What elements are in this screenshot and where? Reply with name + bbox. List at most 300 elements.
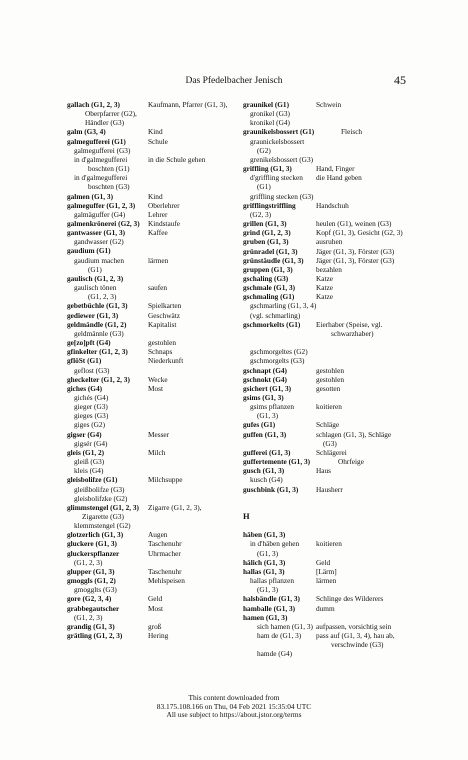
glossary-entry [67, 256, 237, 265]
entry-meaning: Lehrer [148, 209, 168, 219]
entry-meaning: koitieren [316, 539, 342, 549]
glossary-entry [243, 274, 413, 283]
entry-term: (vgl. schmarling) [250, 310, 301, 320]
glossary-entry [67, 329, 237, 338]
entry-meaning: Handschuh [316, 200, 349, 210]
glossary-entry [67, 137, 237, 146]
entry-term: guffen (G1, 3) [243, 429, 287, 439]
entry-meaning: bezahlen [316, 264, 342, 274]
entry-term: gschmale (G1, 3) [243, 283, 296, 293]
glossary-entry [67, 219, 237, 228]
section-letter: H [243, 510, 250, 521]
glossary-entry [243, 182, 413, 191]
entry-meaning: Katze [316, 292, 334, 302]
entry-meaning: Most [148, 383, 164, 393]
glossary-entry [243, 173, 413, 182]
glossary-entry [243, 613, 413, 622]
entry-term: sich hamen (G1, 3) [257, 621, 313, 631]
entry-meaning: (G3) [323, 438, 337, 448]
entry-term: gschmaling (G1) [243, 292, 295, 302]
entry-meaning: Most [148, 603, 164, 613]
entry-meaning: Kindstaufe [148, 219, 181, 228]
glossary-entry [243, 604, 413, 613]
entry-term: gheckelter (G1, 2, 3) [67, 374, 130, 384]
entry-term: grillen (G1, 3) [243, 219, 287, 229]
entry-meaning: die Hand geben [316, 173, 362, 183]
entry-term: ge[zo]pft (G4) [67, 338, 111, 348]
entry-meaning: Uhrmacher [148, 548, 181, 558]
entry-term: (G1, 2, 3) [74, 612, 103, 622]
entry-term: (G1) [88, 264, 102, 274]
entry-term: galm (G3, 4) [67, 127, 106, 137]
entry-meaning: Schule [148, 136, 168, 146]
glossary-entry [243, 420, 413, 429]
entry-term: gleißbolifze (G3) [74, 484, 125, 494]
glossary-entry [67, 494, 237, 503]
glossary-entry [243, 576, 413, 585]
glossary-entry [67, 521, 237, 530]
entry-meaning: Taschenuhr [148, 539, 182, 549]
glossary-entry [243, 539, 413, 548]
glossary-entry [67, 118, 237, 127]
glossary-entry [67, 347, 237, 356]
glossary-entry [67, 530, 237, 539]
glossary-entry [67, 338, 237, 347]
glossary-entry [243, 100, 413, 109]
glossary-entry [243, 219, 413, 228]
glossary-entry [243, 320, 413, 329]
glossary-entry [243, 457, 413, 466]
entry-term: gaudium (G1) [67, 246, 111, 256]
glossary-entry [243, 292, 413, 301]
entry-term: gichés (G4) [74, 392, 109, 402]
glossary-entry [67, 475, 237, 484]
entry-meaning: Oberpfarrer (G2), [85, 109, 137, 119]
glossary-entry [67, 127, 237, 136]
page-header-title: Das Pfedelbacher Jenisch [185, 76, 283, 86]
entry-term: gsichert (G1, 3) [243, 383, 292, 393]
entry-meaning: [Lärm] [316, 566, 337, 576]
entry-meaning: gestohlen [316, 374, 344, 384]
glossary-entry [243, 549, 413, 558]
entry-term: grabbegautscher [67, 603, 120, 613]
entry-term: grind (G1, 2, 3) [243, 228, 291, 238]
entry-term: gleisbolifze (G1) [67, 475, 118, 485]
glossary-entry [243, 265, 413, 274]
entry-term: gaudium machen [74, 255, 125, 265]
glossary-entry [67, 466, 237, 475]
glossary-entry [243, 146, 413, 155]
entry-term: gantwasser (G1, 3) [67, 228, 126, 238]
entry-term: galmenkrönerei (G2, 3) [67, 219, 140, 228]
glossary-entry [243, 530, 413, 539]
entry-term: hamen (G1, 3) [243, 612, 288, 622]
glossary-entry [243, 439, 413, 448]
entry-meaning: Kaffee [148, 228, 168, 238]
glossary-entry [67, 485, 237, 494]
glossary-entry [67, 594, 237, 603]
entry-term: gufes (G1) [243, 420, 276, 430]
footer-line-3[interactable]: All use subject to https://about.jstor.org/terms [166, 710, 302, 720]
entry-term: glotzerlich (G1, 3) [67, 530, 124, 540]
entry-term: ham de (G1, 3) [257, 630, 302, 640]
glossary-entry [67, 585, 237, 594]
glossary-entry [243, 393, 413, 402]
entry-meaning: Oberlehrer [148, 200, 180, 210]
entry-term: gleiß (G3) [74, 457, 105, 467]
entry-term: gluckerspflanzer [67, 548, 120, 558]
glossary-entry [243, 247, 413, 256]
entry-term: gschmorgeltes (G2) [250, 347, 308, 357]
entry-term: griffling (G1, 3) [243, 164, 292, 174]
glossary-entry [67, 558, 237, 567]
entry-meaning: Kind [148, 191, 163, 201]
glossary-entry [243, 256, 413, 265]
entry-meaning: aufpassen, vorsichtig sein [316, 621, 392, 631]
entry-term: graunikelsbossert (G1) [243, 127, 315, 137]
entry-term: kronikel (G4) [250, 118, 290, 128]
entry-meaning: Jäger (G1, 3), Förster (G3) [316, 255, 395, 265]
glossary-entry [243, 366, 413, 375]
entry-meaning: Schlinge des Wilderers [316, 594, 384, 604]
glossary-entry [243, 237, 413, 246]
entry-meaning: Schnaps [148, 347, 173, 357]
entry-meaning: gesotten [316, 383, 341, 393]
glossary-entry [67, 109, 237, 118]
entry-term: gsims (G1, 3) [243, 392, 284, 402]
entry-meaning: Kopf (G1, 3), Gesicht (G2, 3) [316, 228, 403, 238]
entry-term: gigsér (G4) [74, 438, 108, 448]
section-heading [243, 512, 413, 521]
entry-meaning: Schlägerei [316, 447, 347, 457]
entry-meaning: Jäger (G1, 3), Förster (G3) [316, 246, 395, 256]
entry-meaning: Kind [148, 127, 163, 137]
entry-meaning: Fleisch [341, 127, 363, 137]
glossary-entry [67, 311, 237, 320]
entry-term: glimmstengel (G1, 2, 3) [67, 502, 139, 512]
glossary-entry [67, 576, 237, 585]
glossary-entry [243, 201, 413, 210]
entry-meaning: koitieren [316, 402, 342, 412]
entry-term: gsims pflanzen [250, 402, 294, 412]
entry-term: gieger (G3) [74, 402, 108, 412]
entry-term: in d'häben gehen [250, 539, 300, 549]
footer-line-1: This content downloaded from [188, 693, 280, 702]
glossary-entry [67, 448, 237, 457]
entry-meaning: Augen [148, 530, 168, 540]
entry-meaning: Händler (G3) [85, 118, 125, 128]
entry-term: häben (G1, 3) [243, 530, 286, 540]
entry-meaning: Wecke [148, 374, 168, 384]
entry-term: gusch (G1, 3) [243, 466, 285, 476]
entry-term: gleis (G1, 2) [67, 447, 105, 457]
entry-meaning: schwarzhaber) [331, 328, 374, 338]
entry-term: (G1, 2, 3) [74, 557, 103, 567]
entry-term: gschnapt (G4) [243, 365, 287, 375]
entry-term: grenikelsbossert (G3) [250, 154, 314, 164]
glossary-entry [67, 549, 237, 558]
entry-meaning: groß [148, 621, 162, 631]
glossary-column-right [243, 100, 413, 658]
glossary-entry [67, 366, 237, 375]
glossary-entry [243, 347, 413, 356]
footer-line-2: 83.175.108.166 on Thu, 04 Feb 2021 15:35:04 UTC [156, 701, 312, 711]
entry-term: geldmännle (G3) [74, 328, 124, 338]
glossary-entry [243, 402, 413, 411]
glossary-entry [243, 585, 413, 594]
entry-meaning: Mehlspeisen [148, 576, 185, 586]
glossary-entry [67, 402, 237, 411]
entry-term: geldmändle (G1, 2) [67, 319, 127, 329]
entry-meaning: Geld [148, 594, 163, 604]
entry-term: gschaling (G3) [243, 273, 289, 283]
entry-meaning: Geld [316, 557, 331, 567]
glossary-entry [67, 375, 237, 384]
glossary-entry [243, 622, 413, 631]
glossary-entry [67, 100, 237, 109]
entry-term: hamballe (G1, 3) [243, 603, 296, 613]
entry-meaning: heulen (G1), weinen (G3) [316, 219, 392, 229]
entry-term: hallas (G1, 3) [243, 566, 285, 576]
entry-meaning: Geschwätz [148, 310, 181, 320]
glossary-entry [243, 109, 413, 118]
glossary-entry [67, 512, 237, 521]
glossary-entry [67, 301, 237, 310]
entry-term: (G1, 3) [257, 548, 279, 558]
glossary-entry [243, 384, 413, 393]
entry-term: boschten (G3) [88, 182, 130, 192]
entry-meaning: lärmen [316, 576, 337, 586]
entry-meaning: dumm [316, 603, 335, 613]
glossary-entry [67, 503, 237, 512]
glossary-entry [67, 237, 237, 246]
glossary-entry [67, 173, 237, 182]
entry-term: gallach (G1, 2, 3) [67, 100, 120, 109]
glossary-entry [67, 283, 237, 292]
entry-meaning: Katze [316, 273, 334, 283]
glossary-entry [243, 283, 413, 292]
entry-meaning: Eierhaber (Speise, vgl. [316, 319, 383, 329]
glossary-entry [67, 320, 237, 329]
entry-term: gigser (G4) [67, 429, 102, 439]
glossary-entry [243, 640, 413, 649]
glossary-entry [243, 338, 413, 347]
glossary-entry [243, 521, 413, 530]
entry-term: giges (G2) [74, 420, 106, 430]
entry-meaning: saufen [148, 283, 168, 293]
entry-term: gflöSt (G1) [67, 356, 102, 366]
entry-meaning: Zigarre (G1, 2, 3), [148, 502, 202, 512]
entry-term: gebetbüchle (G1, 3) [67, 301, 128, 311]
entry-term: grätling (G1, 2, 3) [67, 631, 123, 641]
glossary-entry [67, 292, 237, 301]
glossary-entry [67, 622, 237, 631]
glossary-entry [67, 274, 237, 283]
entry-meaning: Spielkarten [148, 301, 182, 311]
glossary-entry [67, 201, 237, 210]
glossary-entry [67, 182, 237, 191]
glossary-entry [243, 594, 413, 603]
entry-meaning: Kaufmann, Pfarrer (G1, 3), [148, 100, 228, 109]
glossary-entry [243, 475, 413, 484]
entry-term: gleisbolifzke (G2) [74, 493, 128, 503]
glossary-entry [67, 613, 237, 622]
glossary-entry [67, 567, 237, 576]
entry-term: guschbink (G1, 3) [243, 484, 299, 494]
entry-term: (G2, 3) [250, 209, 272, 219]
glossary-entry [243, 210, 413, 219]
glossary-entry [243, 118, 413, 127]
entry-meaning: Hand, Finger [316, 164, 355, 174]
entry-meaning: Kapitalist [148, 319, 177, 329]
glossary-entry [67, 265, 237, 274]
glossary-entry [67, 164, 237, 173]
glossary-entry [243, 430, 413, 439]
glossary-entry [67, 192, 237, 201]
glossary-entry [243, 558, 413, 567]
glossary-entry [67, 430, 237, 439]
glossary-entry [243, 649, 413, 658]
entry-term: grifflingstriffling [243, 200, 296, 210]
entry-term: gschnokt (G4) [243, 374, 287, 384]
entry-term: (G1, 3) [257, 585, 279, 595]
glossary-column-left [67, 100, 237, 640]
entry-term: gschmorkelts (G1) [243, 319, 301, 329]
entry-term: grandig (G1, 3) [67, 621, 115, 631]
glossary-entry [67, 228, 237, 237]
entry-meaning: in die Schule gehen [148, 154, 206, 164]
glossary-entry [67, 246, 237, 255]
glossary-entry [243, 494, 413, 503]
glossary-entry [67, 631, 237, 640]
glossary-entry [67, 356, 237, 365]
entry-term: grünstäudle (G1, 3) [243, 255, 304, 265]
entry-term: graunickelsbossert [250, 136, 305, 146]
glossary-entry [243, 137, 413, 146]
entry-meaning: Hausherr [316, 484, 343, 494]
entry-meaning: verschwinde (G3) [331, 640, 384, 650]
glossary-entry [243, 411, 413, 420]
glossary-entry [67, 420, 237, 429]
entry-term: grünradel (G1, 3) [243, 246, 298, 256]
glossary-entry [243, 127, 413, 136]
entry-term: gandwasser (G2) [74, 237, 124, 247]
entry-term: halsbändle (G1, 3) [243, 594, 300, 604]
glossary-entry [243, 311, 413, 320]
entry-term: guffertemente (G1, 3) [243, 457, 311, 467]
entry-meaning: gestohlen [316, 365, 344, 375]
entry-term: kusch (G4) [250, 475, 283, 485]
entry-term: hallas pflanzen [250, 576, 294, 586]
entry-meaning: Zigarette (G3) [82, 512, 124, 521]
glossary-entry [243, 301, 413, 310]
entry-meaning: schlagen (G1, 3), Schläge [316, 429, 392, 439]
entry-term: d'griffling stecken [250, 173, 303, 183]
glossary-entry [243, 567, 413, 576]
glossary-entry [67, 457, 237, 466]
entry-term: graunikel (G1) [243, 100, 290, 109]
glossary-entry [243, 329, 413, 338]
entry-term: (G1, 3) [257, 411, 279, 421]
entry-term: giches (G4) [67, 383, 103, 393]
entry-meaning: Milch [148, 447, 166, 457]
entry-term: gore (G2, 3, 4) [67, 594, 112, 604]
entry-meaning: Messer [148, 429, 170, 439]
entry-term: in d'galmegufferei [74, 154, 128, 164]
glossary-entry [67, 604, 237, 613]
entry-term: klemmstengel (G2) [74, 521, 131, 531]
entry-term: (G1, 2, 3) [88, 292, 117, 302]
entry-term: gieges (G3) [74, 411, 109, 421]
entry-term: gruben (G1, 3) [243, 237, 289, 247]
glossary-entry [67, 439, 237, 448]
page-number: 45 [394, 73, 406, 87]
entry-term: gufferei (G1, 3) [243, 447, 291, 457]
entry-term: gschmarling (G1, 3, 4) [250, 301, 317, 311]
glossary-entry [243, 375, 413, 384]
entry-meaning: Hering [148, 631, 169, 641]
entry-meaning: Haus [316, 466, 331, 476]
glossary-entry [67, 146, 237, 155]
entry-term: griffling stecken (G3) [250, 191, 314, 201]
entry-term: hälich (G1, 3) [243, 557, 286, 567]
entry-term: kleis (G4) [74, 466, 104, 476]
entry-term: galmegufferei (G3) [74, 145, 131, 155]
glossary-entry [243, 192, 413, 201]
entry-term: (G2) [257, 145, 271, 155]
entry-term: boschten (G1) [88, 164, 130, 174]
entry-meaning: Ohrfeige [338, 457, 364, 467]
entry-meaning: Schwein [316, 100, 342, 109]
entry-meaning: ausruhen [316, 237, 343, 247]
entry-term: gmoggls (G1, 2) [67, 576, 116, 586]
glossary-entry [67, 384, 237, 393]
entry-meaning: Taschenuhr [148, 566, 182, 576]
glossary-entry [67, 539, 237, 548]
glossary-entry [243, 164, 413, 173]
entry-term: gluckere (G1, 3) [67, 539, 117, 549]
glossary-entry [243, 503, 413, 512]
entry-term: gronikel (G3) [250, 109, 290, 119]
entry-term: geflost (G3) [74, 365, 110, 375]
entry-term: galmen (G1, 3) [67, 191, 114, 201]
glossary-entry [67, 155, 237, 164]
entry-term: glupper (G1, 3) [67, 566, 115, 576]
entry-meaning: lärmen [148, 255, 169, 265]
entry-meaning: Milchsuppe [148, 475, 183, 485]
entry-term: galmäguffer (G4) [74, 209, 126, 219]
entry-term: gaulisch (G1, 2, 3) [67, 273, 124, 283]
glossary-entry [243, 448, 413, 457]
glossary-entry [67, 411, 237, 420]
entry-meaning: Katze [316, 283, 334, 293]
glossary-entry [243, 631, 413, 640]
entry-term: galmeguffer (G1, 2, 3) [67, 200, 136, 210]
entry-meaning: Schläge [316, 420, 340, 430]
entry-term: hamde (G4) [257, 649, 293, 659]
glossary-entry [243, 356, 413, 365]
glossary-entry [243, 155, 413, 164]
jstor-footer [0, 694, 468, 720]
entry-term: gaulisch tönen [74, 283, 117, 293]
glossary-entry [243, 485, 413, 494]
entry-meaning: Niederkunft [148, 356, 184, 366]
glossary-entry [243, 466, 413, 475]
entry-term: gschmorgelts (G3) [250, 356, 305, 366]
entry-term: gmogglts (G3) [74, 585, 117, 595]
entry-term: galmegufferei (G1) [67, 136, 126, 146]
entry-term: (G1) [257, 182, 271, 192]
